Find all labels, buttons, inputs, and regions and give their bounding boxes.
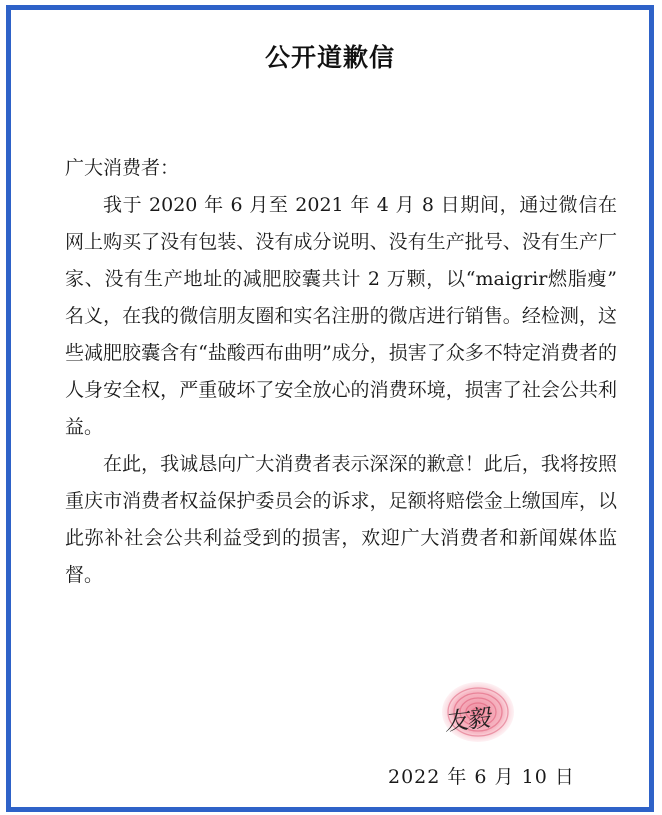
letter-date: 2022 年 6 月 10 日 [388, 766, 575, 788]
document-frame [6, 5, 654, 812]
signature: 友毅 [442, 703, 490, 737]
salutation: 广大消费者： [65, 157, 180, 179]
paragraph-2: 在此，我诚恳向广大消费者表示深深的歉意！此后，我将按照重庆市消费者权益保护委员会的诉求，足额将赔偿金上缴国库，以此弥补社会公共利益受到的损害，欢迎广大消费者和新闻媒体监督。 [65, 453, 617, 586]
fingerprint-seal [436, 678, 526, 748]
letter-body [65, 150, 617, 594]
letter-title: 公开道歉信 [264, 43, 395, 72]
paragraph-1: 我于 2020 年 6 月至 2021 年 4 月 8 日期间，通过微信在网上购买了没有包装、没有成分说明、没有生产批号、没有生产厂家、没有生产地址的减肥胶囊共计 2 万颗，以“maigrir燃脂瘦” 名义，在我的微信朋友圈和实名注册的微店进行销售。经检测，这些减肥胶囊含有“盐酸西布曲明”成分，损害了众多不特定消费者的人身安全权，严重破坏了安全放心的消费环境，损害了社会公共利益。 [65, 194, 617, 438]
